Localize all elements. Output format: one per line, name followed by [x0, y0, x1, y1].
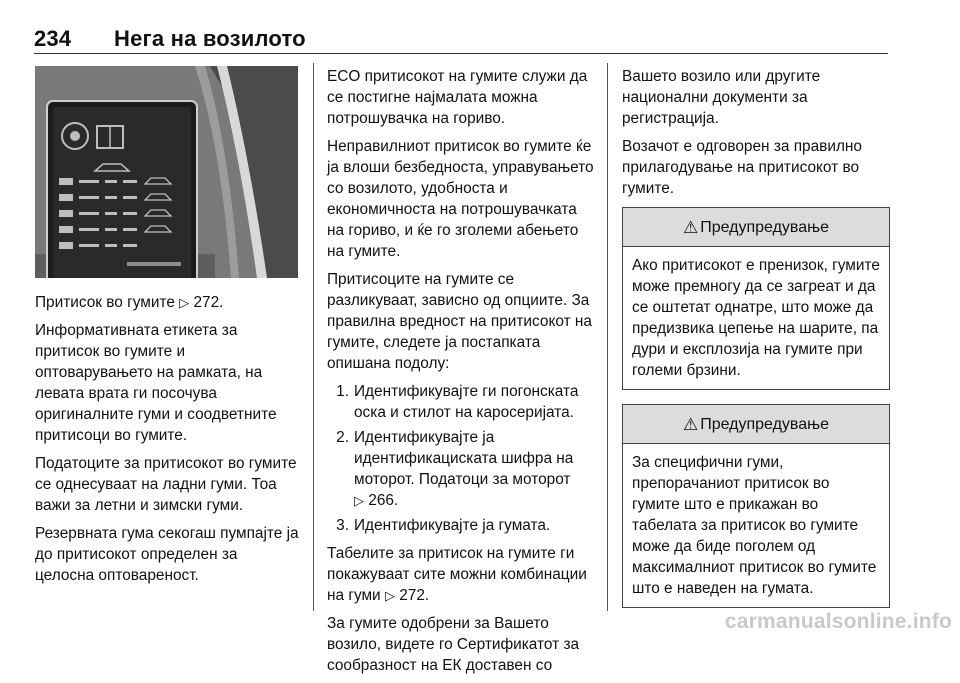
- page-reference-icon: ▷: [179, 295, 190, 310]
- warning-box: [622, 207, 890, 390]
- list-item: 3. Идентификувајте ја гумата.: [336, 517, 551, 534]
- paragraph: Возачот е одговорен за правилно прилагодување на притисокот во гумите.: [622, 138, 862, 197]
- column-3: [622, 66, 890, 622]
- page-number: 234: [34, 26, 72, 51]
- tire-pressure-label-photo: [35, 66, 298, 278]
- column-2: [327, 66, 595, 683]
- page-reference-link[interactable]: 266.: [368, 492, 399, 509]
- warning-title: Предупредување: [700, 218, 830, 236]
- warning-header: [623, 208, 889, 247]
- paragraph: Информативната етикета за притисок во гумите и оптоварувањето на рамката, на левата врата ги посочува оригиналните гуми и соодветните притисоци во гумите.: [35, 322, 277, 444]
- paragraph: За гумите одобрени за Вашето возило, видете го Сертификатот за сообразност на ЕК доставен со: [327, 615, 580, 674]
- procedure-list: [327, 381, 595, 536]
- paragraph: Притисоците на гумите се разликуваат, зависно од опциите. За правилна вредност на притисокот на гумите, следете ја постапката опишана подолу:: [327, 271, 592, 372]
- column-divider-2: [607, 63, 608, 611]
- page-reference-link[interactable]: 272.: [399, 587, 430, 604]
- page-reference-icon: ▷: [384, 588, 395, 603]
- paragraph: Податоците за притисокот во гумите се однесуваат на ладни гуми. Тоа важи за летни и зимски гуми.: [35, 455, 297, 514]
- tire-pressure-reference: Притисок во гумите ▷ 272.: [35, 294, 224, 311]
- warning-triangle-icon: ⚠: [682, 414, 699, 434]
- list-item: 1. Идентификувајте ги погонската оска и стилот на каросеријата.: [336, 383, 579, 421]
- paragraph: Неправилниот притисок во гумите ќе ја влоши безбедноста, управувањето со возилото, удобноста и економичноста на потрошувачката на гориво, и ќе го зголеми абењето на гумите.: [327, 138, 594, 260]
- column-divider-1: [313, 63, 314, 611]
- column-1: [35, 292, 299, 593]
- page-title: Нега на возилото: [114, 26, 306, 51]
- page-header: [34, 26, 306, 52]
- page-reference-link[interactable]: 272.: [193, 294, 224, 311]
- warning-body: Ако притисокот е пренизок, гумите може премногу да се загреат и да се оштетат однатре, што може да предизвика цепење на шарите, па дури и експлозија на гумите при големи брзини.: [632, 257, 880, 379]
- warning-box: [622, 404, 890, 608]
- warning-body: За специфични гуми, препорачаниот притисок во гумите што е прикажан во табелата за притисок во гумите може да биде поголем од максималниот притисок во гумите што е наведен на гумата.: [632, 454, 877, 597]
- warning-header: [623, 405, 889, 444]
- watermark: carmanualsonline.info: [724, 610, 952, 633]
- page-reference-icon: ▷: [354, 493, 364, 508]
- paragraph: ECO притисокот на гумите служи да се постигне најмалата можна потрошувачка на гориво.: [327, 68, 588, 127]
- warning-triangle-icon: ⚠: [682, 217, 699, 237]
- paragraph: Вашето возило или другите национални документи за регистрација.: [622, 68, 821, 127]
- paragraph: Табелите за притисок на гумите ги покажуваат сите можни комбинации на гуми ▷ 272.: [327, 545, 587, 604]
- header-rule: [34, 53, 888, 54]
- paragraph: Резервната гума секогаш пумпајте ја до притисокот определен за целосна оптовареност.: [35, 525, 299, 584]
- warning-title: Предупредување: [700, 415, 830, 433]
- list-item: 2. Идентификувајте ја идентификациската шифра на моторот. Податоци за моторот ▷ 266.: [336, 429, 574, 509]
